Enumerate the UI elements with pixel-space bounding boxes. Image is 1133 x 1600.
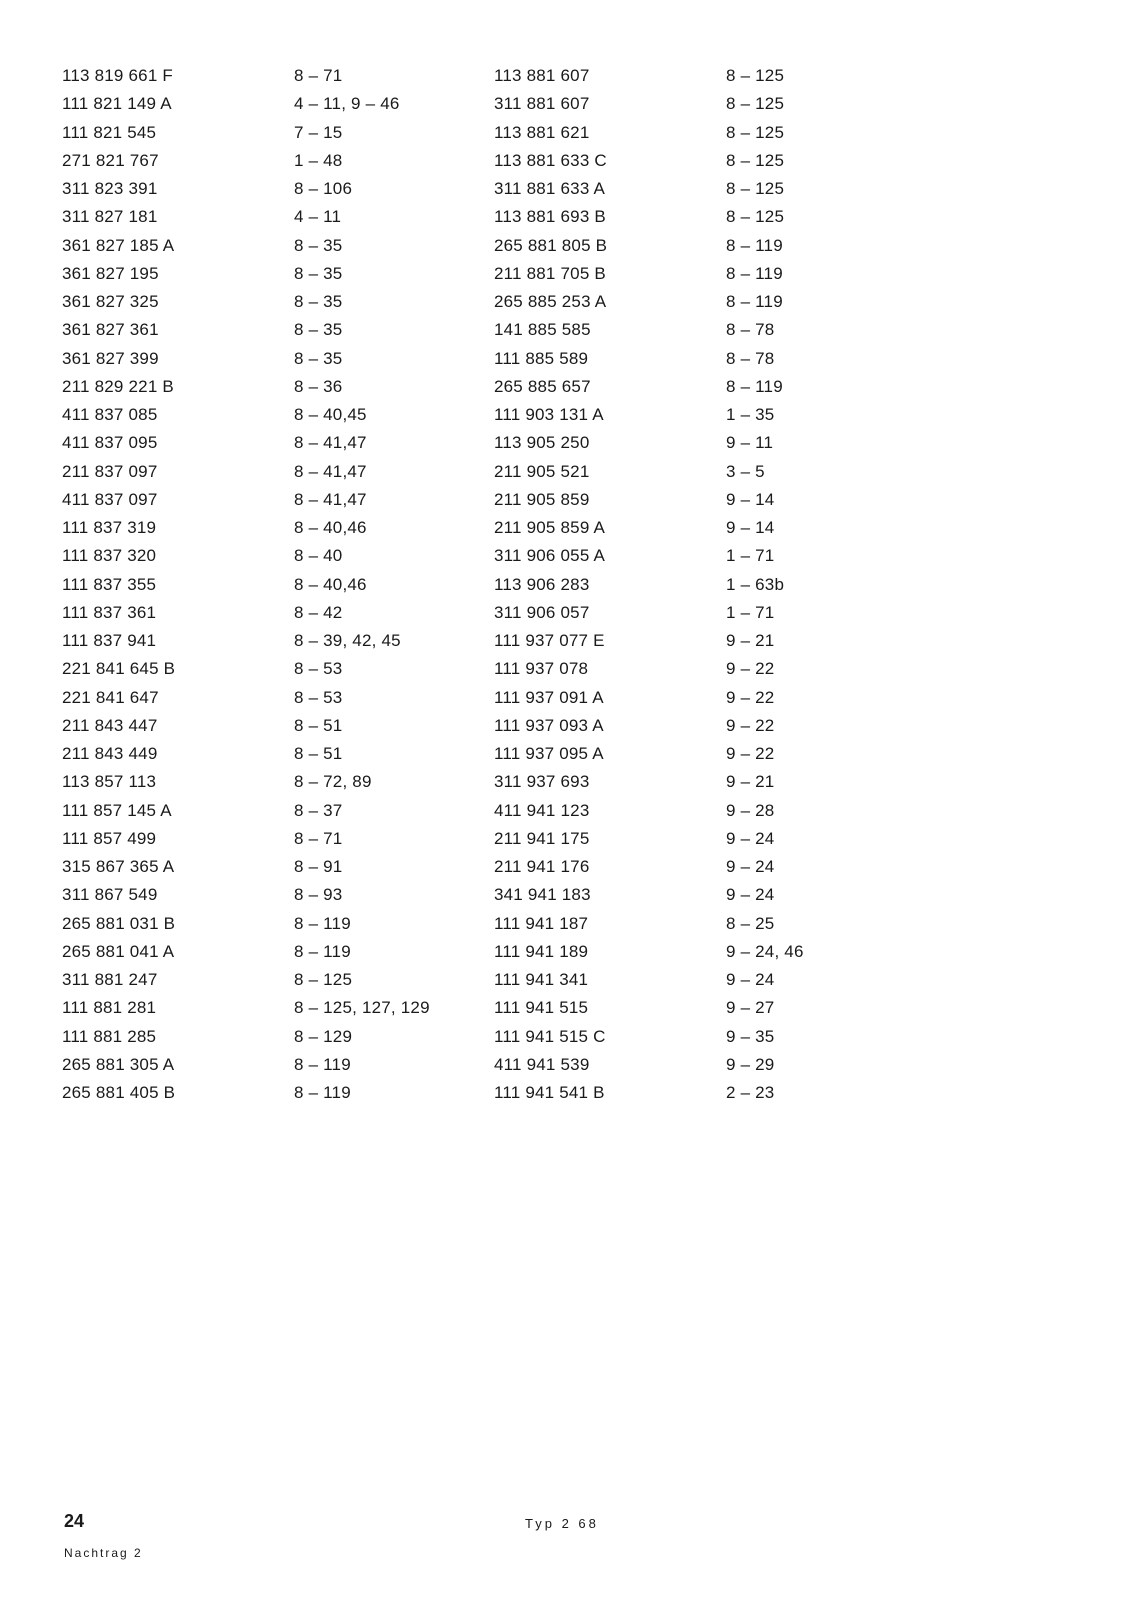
part-number: 111 941 541 B <box>494 1083 605 1103</box>
part-number: 113 906 283 <box>494 574 590 594</box>
index-row <box>62 147 494 175</box>
page-reference: 7 – 15 <box>294 122 343 142</box>
index-row <box>62 797 494 825</box>
page-reference: 8 – 119 <box>294 941 351 961</box>
page-reference: 8 – 71 <box>294 828 343 848</box>
index-row <box>494 994 926 1022</box>
index-row <box>62 1023 494 1051</box>
index-row <box>494 684 926 712</box>
page-reference: 8 – 72, 89 <box>294 772 372 792</box>
part-number: 211 843 447 <box>62 715 158 735</box>
index-row <box>494 147 926 175</box>
part-number: 111 881 281 <box>62 998 157 1018</box>
page-reference: 9 – 14 <box>726 489 775 509</box>
index-row <box>62 712 494 740</box>
page-reference: 8 – 53 <box>294 659 343 679</box>
part-number: 265 881 031 B <box>62 913 176 933</box>
index-row <box>62 232 494 260</box>
page-reference: 8 – 35 <box>294 235 343 255</box>
part-number: 111 937 091 A <box>494 687 604 707</box>
index-row <box>62 966 494 994</box>
index-row <box>494 458 926 486</box>
index-row <box>494 825 926 853</box>
part-number: 221 841 645 B <box>62 659 176 679</box>
part-number: 113 905 250 <box>494 433 590 453</box>
part-number: 265 881 805 B <box>494 235 608 255</box>
part-number: 411 837 095 <box>62 433 158 453</box>
part-number: 111 837 355 <box>62 574 157 594</box>
part-number: 265 881 405 B <box>62 1083 176 1103</box>
page-reference: 2 – 23 <box>726 1083 775 1103</box>
page-reference: 1 – 71 <box>726 602 775 622</box>
page-reference: 8 – 35 <box>294 348 343 368</box>
part-number: 341 941 183 <box>494 885 591 905</box>
page-reference: 9 – 22 <box>726 659 775 679</box>
index-row <box>62 514 494 542</box>
page-reference: 9 – 24 <box>726 828 775 848</box>
part-number: 411 941 123 <box>494 800 590 820</box>
part-number: 111 941 341 <box>494 970 589 990</box>
page-reference: 1 – 63b <box>726 574 785 594</box>
page-reference: 8 – 37 <box>294 800 343 820</box>
part-number: 211 881 705 B <box>494 263 606 283</box>
page-reference: 8 – 125 <box>726 94 785 114</box>
index-row <box>62 938 494 966</box>
part-number: 211 905 521 <box>494 461 590 481</box>
page-reference: 8 – 35 <box>294 263 343 283</box>
part-number: 311 906 057 <box>494 602 590 622</box>
part-number: 111 837 320 <box>62 546 157 566</box>
page-reference: 9 – 11 <box>726 433 774 453</box>
index-row <box>494 1079 926 1107</box>
index-row <box>494 853 926 881</box>
index-row <box>494 768 926 796</box>
part-number: 141 885 585 <box>494 320 591 340</box>
page-reference: 8 – 51 <box>294 715 343 735</box>
page-reference: 8 – 39, 42, 45 <box>294 631 401 651</box>
index-row <box>62 316 494 344</box>
part-number: 311 937 693 <box>494 772 590 792</box>
part-number: 111 885 589 <box>494 348 589 368</box>
page-reference: 8 – 40,46 <box>294 518 367 538</box>
part-number: 211 837 097 <box>62 461 158 481</box>
index-row <box>494 486 926 514</box>
page-reference: 8 – 125 <box>726 179 785 199</box>
page-reference: 4 – 11, 9 – 46 <box>294 94 400 114</box>
part-number: 111 941 515 <box>494 998 589 1018</box>
page-reference: 8 – 91 <box>294 857 343 877</box>
part-number: 111 837 941 <box>62 631 157 651</box>
part-number: 411 941 539 <box>494 1054 590 1074</box>
part-number: 265 881 041 A <box>62 941 175 961</box>
page-reference: 8 – 40 <box>294 546 343 566</box>
index-row <box>62 401 494 429</box>
page-reference: 9 – 24, 46 <box>726 941 804 961</box>
part-number: 111 857 145 A <box>62 800 172 820</box>
index-row <box>494 429 926 457</box>
index-row <box>62 119 494 147</box>
page-reference: 9 – 22 <box>726 744 775 764</box>
part-number: 111 837 361 <box>62 602 157 622</box>
page-reference: 8 – 106 <box>294 179 353 199</box>
index-row <box>62 90 494 118</box>
page-reference: 9 – 21 <box>726 631 775 651</box>
part-number: 211 829 221 B <box>62 376 174 396</box>
page-reference: 8 – 93 <box>294 885 343 905</box>
index-row <box>62 627 494 655</box>
part-number: 361 827 399 <box>62 348 159 368</box>
page-reference: 9 – 35 <box>726 1026 775 1046</box>
page-reference: 8 – 119 <box>726 235 783 255</box>
page-reference: 8 – 125, 127, 129 <box>294 998 430 1018</box>
part-number: 361 827 361 <box>62 320 159 340</box>
index-row <box>494 260 926 288</box>
part-number: 111 937 093 A <box>494 715 604 735</box>
page-reference: 3 – 5 <box>726 461 765 481</box>
part-number: 113 819 661 F <box>62 66 173 86</box>
page-reference: 8 – 42 <box>294 602 343 622</box>
page-reference: 8 – 35 <box>294 320 343 340</box>
page-reference: 1 – 71 <box>726 546 775 566</box>
part-number: 111 857 499 <box>62 828 157 848</box>
part-number: 265 885 657 <box>494 376 591 396</box>
part-number: 211 843 449 <box>62 744 158 764</box>
index-row <box>62 740 494 768</box>
part-number: 311 823 391 <box>62 179 158 199</box>
page-reference: 9 – 21 <box>726 772 775 792</box>
page-reference: 8 – 125 <box>294 970 353 990</box>
index-row <box>62 655 494 683</box>
index-row <box>494 90 926 118</box>
page-reference: 8 – 119 <box>726 376 783 396</box>
index-row <box>62 542 494 570</box>
page-reference: 8 – 119 <box>726 263 783 283</box>
part-number: 221 841 647 <box>62 687 159 707</box>
index-row <box>62 1079 494 1107</box>
page-reference: 9 – 14 <box>726 518 775 538</box>
part-number: 111 837 319 <box>62 518 157 538</box>
index-row <box>494 627 926 655</box>
page-reference: 9 – 22 <box>726 687 775 707</box>
page-reference: 9 – 28 <box>726 800 775 820</box>
page-reference: 9 – 27 <box>726 998 775 1018</box>
part-number: 111 941 515 C <box>494 1026 606 1046</box>
page-reference: 8 – 119 <box>294 913 351 933</box>
part-number: 111 821 545 <box>62 122 157 142</box>
page-reference: 8 – 125 <box>726 150 785 170</box>
index-row <box>494 797 926 825</box>
page-reference: 8 – 41,47 <box>294 461 367 481</box>
index-row <box>494 345 926 373</box>
part-number: 111 941 187 <box>494 913 589 933</box>
part-number: 311 881 633 A <box>494 179 605 199</box>
page-reference: 8 – 78 <box>726 348 775 368</box>
part-number: 211 905 859 A <box>494 518 605 538</box>
part-number: 311 881 607 <box>494 94 590 114</box>
index-row <box>62 486 494 514</box>
index-row <box>62 373 494 401</box>
part-number: 265 881 305 A <box>62 1054 175 1074</box>
part-number: 111 937 077 E <box>494 631 605 651</box>
part-number: 271 821 767 <box>62 150 159 170</box>
index-row <box>494 599 926 627</box>
part-number: 113 857 113 <box>62 772 157 792</box>
part-number: 211 941 175 <box>494 828 590 848</box>
index-row <box>494 62 926 90</box>
page-reference: 8 – 71 <box>294 66 343 86</box>
index-row <box>494 938 926 966</box>
index-row <box>494 288 926 316</box>
page-reference: 8 – 119 <box>726 292 783 312</box>
page-reference: 9 – 24 <box>726 885 775 905</box>
page-reference: 8 – 40,45 <box>294 405 367 425</box>
page-reference: 9 – 24 <box>726 970 775 990</box>
part-number: 211 905 859 <box>494 489 590 509</box>
index-row <box>62 345 494 373</box>
index-row <box>494 655 926 683</box>
part-number: 361 827 325 <box>62 292 159 312</box>
index-row <box>494 1023 926 1051</box>
index-row <box>62 260 494 288</box>
index-row <box>494 203 926 231</box>
page-reference: 9 – 22 <box>726 715 775 735</box>
page-reference: 8 – 51 <box>294 744 343 764</box>
index-row <box>62 458 494 486</box>
index-row <box>494 966 926 994</box>
index-row <box>494 175 926 203</box>
page-reference: 4 – 11 <box>294 207 342 227</box>
index-row <box>494 542 926 570</box>
index-row <box>494 571 926 599</box>
index-row <box>494 1051 926 1079</box>
index-row <box>62 429 494 457</box>
index-row <box>62 910 494 938</box>
index-row <box>62 825 494 853</box>
part-number: 113 881 693 B <box>494 207 606 227</box>
index-row <box>62 175 494 203</box>
index-row <box>62 994 494 1022</box>
supplement-label: Nachtrag 2 <box>64 1546 143 1560</box>
index-row <box>62 203 494 231</box>
type-label: Typ 2 68 <box>525 1516 599 1531</box>
page-number: 24 <box>64 1511 85 1531</box>
parts-index-left <box>62 62 494 1107</box>
page-reference: 1 – 48 <box>294 150 343 170</box>
page-reference: 8 – 41,47 <box>294 433 367 453</box>
page-reference: 8 – 125 <box>726 207 785 227</box>
index-row <box>494 514 926 542</box>
page-reference: 1 – 35 <box>726 405 775 425</box>
page-reference: 8 – 53 <box>294 687 343 707</box>
index-row <box>62 684 494 712</box>
part-number: 411 837 097 <box>62 489 158 509</box>
part-number: 311 881 247 <box>62 970 158 990</box>
part-number: 265 885 253 A <box>494 292 607 312</box>
part-number: 113 881 607 <box>494 66 590 86</box>
index-row <box>62 288 494 316</box>
index-row <box>62 599 494 627</box>
index-row <box>494 881 926 909</box>
index-row <box>494 401 926 429</box>
page-reference: 8 – 78 <box>726 320 775 340</box>
part-number: 311 867 549 <box>62 885 158 905</box>
part-number: 111 941 189 <box>494 941 589 961</box>
page-reference: 8 – 119 <box>294 1054 351 1074</box>
index-row <box>62 62 494 90</box>
index-row <box>62 571 494 599</box>
part-number: 311 827 181 <box>62 207 158 227</box>
index-row <box>494 373 926 401</box>
index-row <box>62 853 494 881</box>
part-number: 111 937 078 <box>494 659 589 679</box>
index-row <box>494 232 926 260</box>
page-reference: 9 – 24 <box>726 857 775 877</box>
page-reference: 8 – 41,47 <box>294 489 367 509</box>
page-reference: 8 – 125 <box>726 66 785 86</box>
part-number: 111 903 131 A <box>494 405 604 425</box>
part-number: 315 867 365 A <box>62 857 175 877</box>
index-row <box>494 910 926 938</box>
part-number: 361 827 195 <box>62 263 159 283</box>
index-row <box>62 881 494 909</box>
page-reference: 9 – 29 <box>726 1054 775 1074</box>
page-reference: 8 – 119 <box>294 1083 351 1103</box>
part-number: 411 837 085 <box>62 405 158 425</box>
index-row <box>62 768 494 796</box>
part-number: 113 881 633 C <box>494 150 607 170</box>
index-row <box>62 1051 494 1079</box>
index-row <box>494 712 926 740</box>
part-number: 361 827 185 A <box>62 235 175 255</box>
index-row <box>494 316 926 344</box>
page-reference: 8 – 129 <box>294 1026 353 1046</box>
parts-index-right <box>494 62 926 1107</box>
part-number: 211 941 176 <box>494 857 590 877</box>
part-number: 111 821 149 A <box>62 94 172 114</box>
page-reference: 8 – 35 <box>294 292 343 312</box>
index-row <box>494 119 926 147</box>
part-number: 111 937 095 A <box>494 744 604 764</box>
page-reference: 8 – 25 <box>726 913 775 933</box>
page-reference: 8 – 125 <box>726 122 785 142</box>
part-number: 113 881 621 <box>494 122 590 142</box>
part-number: 111 881 285 <box>62 1026 157 1046</box>
page-reference: 8 – 40,46 <box>294 574 367 594</box>
page-reference: 8 – 36 <box>294 376 343 396</box>
index-row <box>494 740 926 768</box>
part-number: 311 906 055 A <box>494 546 605 566</box>
